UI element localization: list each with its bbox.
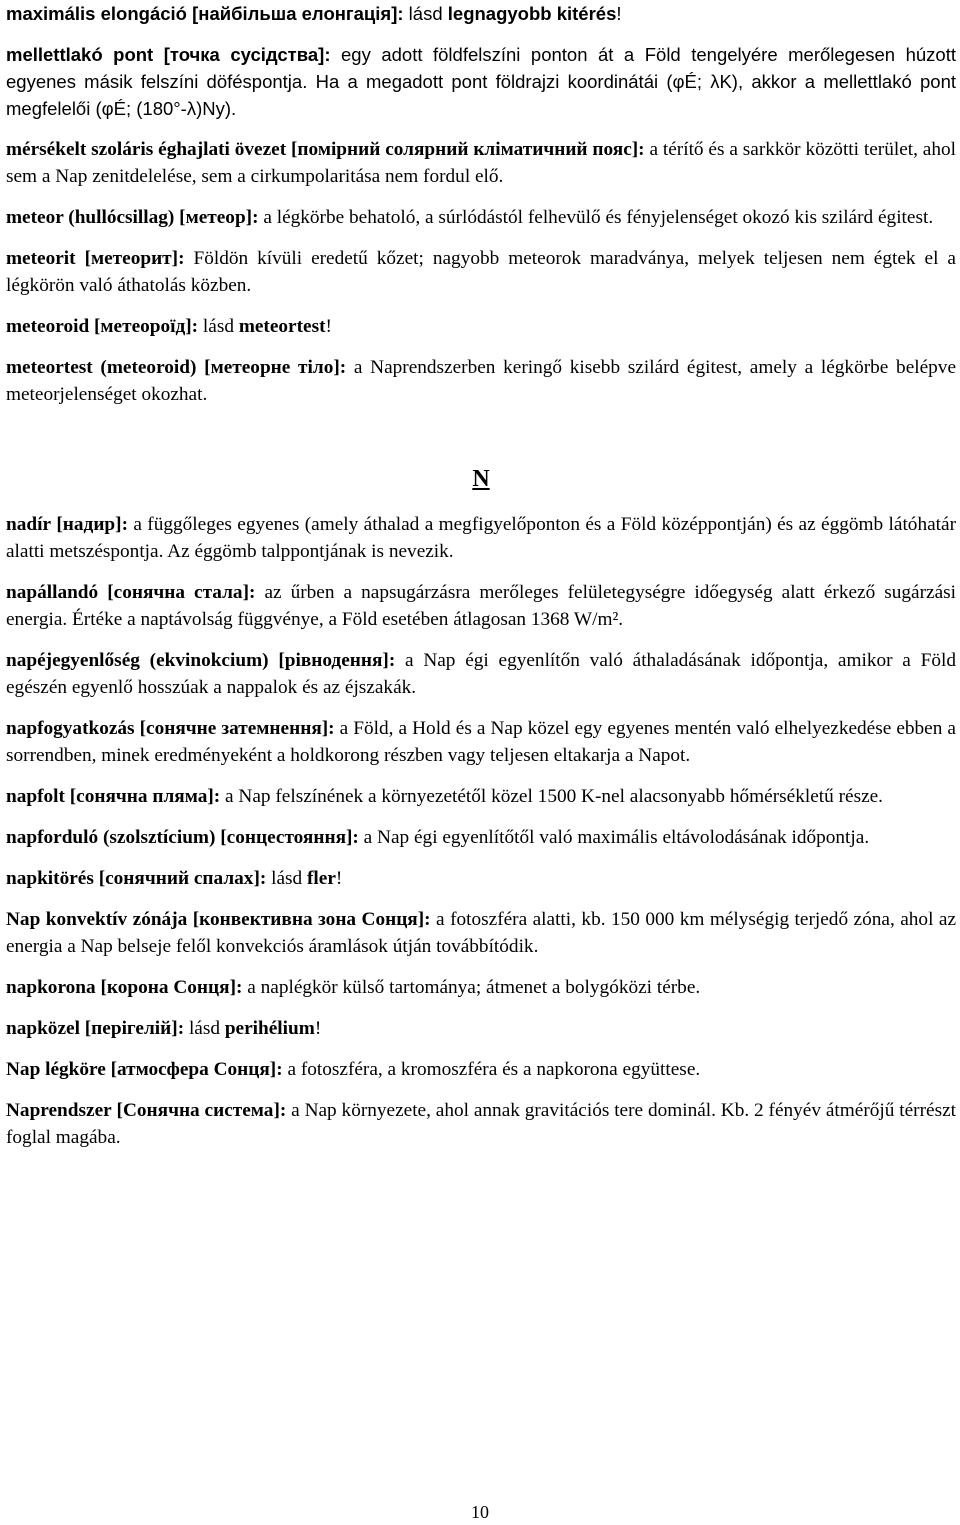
entry-translation: [помірний солярний кліматичний пояс]: — [291, 139, 645, 160]
entry-term: mellettlakó pont — [6, 44, 154, 65]
entry-translation: [конвективна зона Сонця]: — [192, 909, 431, 930]
entry-translation: [атмосфера Сонця]: — [110, 1059, 283, 1080]
entry-term: napközel — [6, 1018, 80, 1039]
page-number: 10 — [471, 1502, 489, 1522]
entry-term: meteorit — [6, 248, 76, 269]
entry-translation: [сонячна стала]: — [107, 582, 256, 603]
entry-definition: a fotoszféra, a kromoszféra és a napkorona együttese. — [282, 1059, 701, 1080]
glossary-entry — [6, 1015, 956, 1042]
entry-definition: lásd — [198, 316, 239, 337]
glossary-entry — [6, 136, 956, 190]
entry-translation: [метеорне тіло]: — [204, 357, 347, 378]
entry-definition: lásd — [403, 3, 448, 24]
entry-term: Nap konvektív zónája — [6, 909, 188, 930]
glossary-entry — [6, 41, 956, 122]
glossary-entry — [6, 865, 956, 892]
glossary-entry — [6, 1097, 956, 1151]
entry-translation: [корона Сонця]: — [100, 977, 243, 998]
glossary-entry — [6, 715, 956, 769]
entry-translation: [метеорит]: — [84, 248, 185, 269]
section-letter-heading: N — [472, 466, 490, 492]
entry-definition: a Nap égi egyenlítőtől való maximális eltávolodásának időpontja. — [358, 827, 870, 848]
entry-translation: [сонячне затемнення]: — [139, 718, 335, 739]
entry-tail: ! — [616, 3, 622, 24]
entry-term: mérsékelt szoláris éghajlati övezet — [6, 139, 287, 160]
entry-definition: a légkörbe behatoló, a súrlódástól felhevülő és fényjelenséget okozó kis szilárd égitest. — [258, 207, 934, 228]
entry-term: napéjegyenlőség (ekvinokcium) — [6, 650, 269, 671]
entry-cross-reference: meteortest — [238, 316, 326, 337]
entry-term: napkitörés — [6, 868, 94, 889]
glossary-entry — [6, 906, 956, 960]
entry-translation: [сонцестояння]: — [220, 827, 359, 848]
entry-term: meteor (hullócsillag) — [6, 207, 175, 228]
entry-translation: [Сонячна система]: — [116, 1100, 287, 1121]
glossary-entry — [6, 354, 956, 408]
entry-term: meteortest (meteoroid) — [6, 357, 197, 378]
entry-definition: a fotoszféra alatti, kb. 150 000 km mélységig terjedő zóna, ahol az energia a Nap belseje felől konvekciós áramlások útján továbbítódik. — [6, 909, 957, 957]
entry-cross-reference: legnagyobb kitérés — [447, 3, 617, 24]
entry-definition: egy adott földfelszíni ponton át a Föld tengelyére merőlegesen húzott egyenes másik felszíni döféspontja. Ha a megadott pont földrajzi koordinátái (φÉ; λK), akkor a mellettlakó pont megfelelői (φÉ; (180°-λ)Ny). — [6, 44, 956, 119]
document-page — [6, 0, 956, 1165]
entry-term: napfolt — [6, 786, 65, 807]
entry-term: maximális elongáció — [6, 3, 187, 24]
entry-translation: [рівнодення]: — [278, 650, 396, 671]
entry-cross-reference: perihélium — [224, 1018, 315, 1039]
entry-cross-reference: fler — [307, 868, 336, 889]
glossary-entry — [6, 204, 956, 231]
entry-definition: a Föld, a Hold és a Nap közel egy egyenes mentén való elhelyezkedése ebben a sorrendben, minek eredményeként a holdkorong részben vagy teljesen eltakarja a Napot. — [6, 718, 956, 766]
entry-definition: a Naprendszerben keringő kisebb szilárd égitest, amely a légkörbe belépve meteorjelenséget okozhat. — [6, 357, 956, 405]
entry-term: napfogyatkozás — [6, 718, 135, 739]
entry-term: napkorona — [6, 977, 96, 998]
entry-term: napforduló (szolsztícium) — [6, 827, 216, 848]
entry-term: nadír — [6, 514, 52, 535]
entry-tail: ! — [335, 868, 343, 889]
entry-definition: lásd — [184, 1018, 225, 1039]
glossary-entry — [6, 974, 956, 1001]
entry-translation: [метеороїд]: — [94, 316, 199, 337]
glossary-entry — [6, 824, 956, 851]
entry-translation: [сонячний спалах]: — [98, 868, 267, 889]
entry-term: meteoroid — [6, 316, 90, 337]
entry-tail: ! — [314, 1018, 322, 1039]
entry-term: Nap légköre — [6, 1059, 106, 1080]
glossary-entry — [6, 579, 956, 633]
entry-translation: [сонячна пляма]: — [69, 786, 221, 807]
glossary-entry — [6, 647, 956, 701]
glossary-entry — [6, 245, 956, 299]
glossary-entry — [6, 0, 956, 27]
entry-definition: lásd — [266, 868, 307, 889]
entry-translation: [найбільша елонгація]: — [192, 3, 404, 24]
glossary-entry — [6, 783, 956, 810]
entry-definition: az űrben a napsugárzásra merőleges felületegységre időegység alatt érkező sugárzási energia. Értéke a naptávolság függvénye, a Föld esetében átlagosan 1368 W/m². — [6, 582, 957, 630]
entry-definition: a függőleges egyenes (amely áthalad a megfigyelőponton és a Föld középpontján) és az éggömb látóhatár alatti metszéspontja. Az éggömb talppontjának is nevezik. — [6, 514, 956, 562]
entry-definition: a naplégkör külső tartománya; átmenet a bolygóközi térbe. — [242, 977, 701, 998]
entry-translation: [перігелій]: — [84, 1018, 185, 1039]
entry-term: napállandó — [6, 582, 99, 603]
entry-definition: a Nap környezete, ahol annak gravitációs tere dominál. Kb. 2 fényév átmérőjű térrészt foglal magába. — [6, 1100, 956, 1148]
entry-term: Naprendszer — [6, 1100, 112, 1121]
entry-definition: a Nap felszínének a környezetétől közel 1500 K-nel alacsonyabb hőmérsékletű része. — [220, 786, 884, 807]
entry-translation: [метеор]: — [179, 207, 259, 228]
entry-definition: a Nap égi egyenlítőn való áthaladásának időpontja, amikor a Föld egészén egyenlő hosszúak a nappalok és az éjszakák. — [6, 650, 956, 698]
entry-definition: Földön kívüli eredetű kőzet; nagyobb meteorok maradványa, melyek teljesen nem égtek el a légkörön való áthatolás közben. — [6, 248, 956, 296]
entry-translation: [надир]: — [56, 514, 128, 535]
entry-tail: ! — [325, 316, 332, 337]
glossary-entry — [6, 1056, 956, 1083]
entry-translation: [точка сусідства]: — [163, 44, 331, 65]
entry-definition: a térítő és a sarkkör közötti terület, ahol sem a Nap zenitdelelése, sem a cirkumpolaritása nem fordul elő. — [6, 139, 956, 187]
glossary-entry — [6, 313, 956, 340]
glossary-entry — [6, 511, 956, 565]
